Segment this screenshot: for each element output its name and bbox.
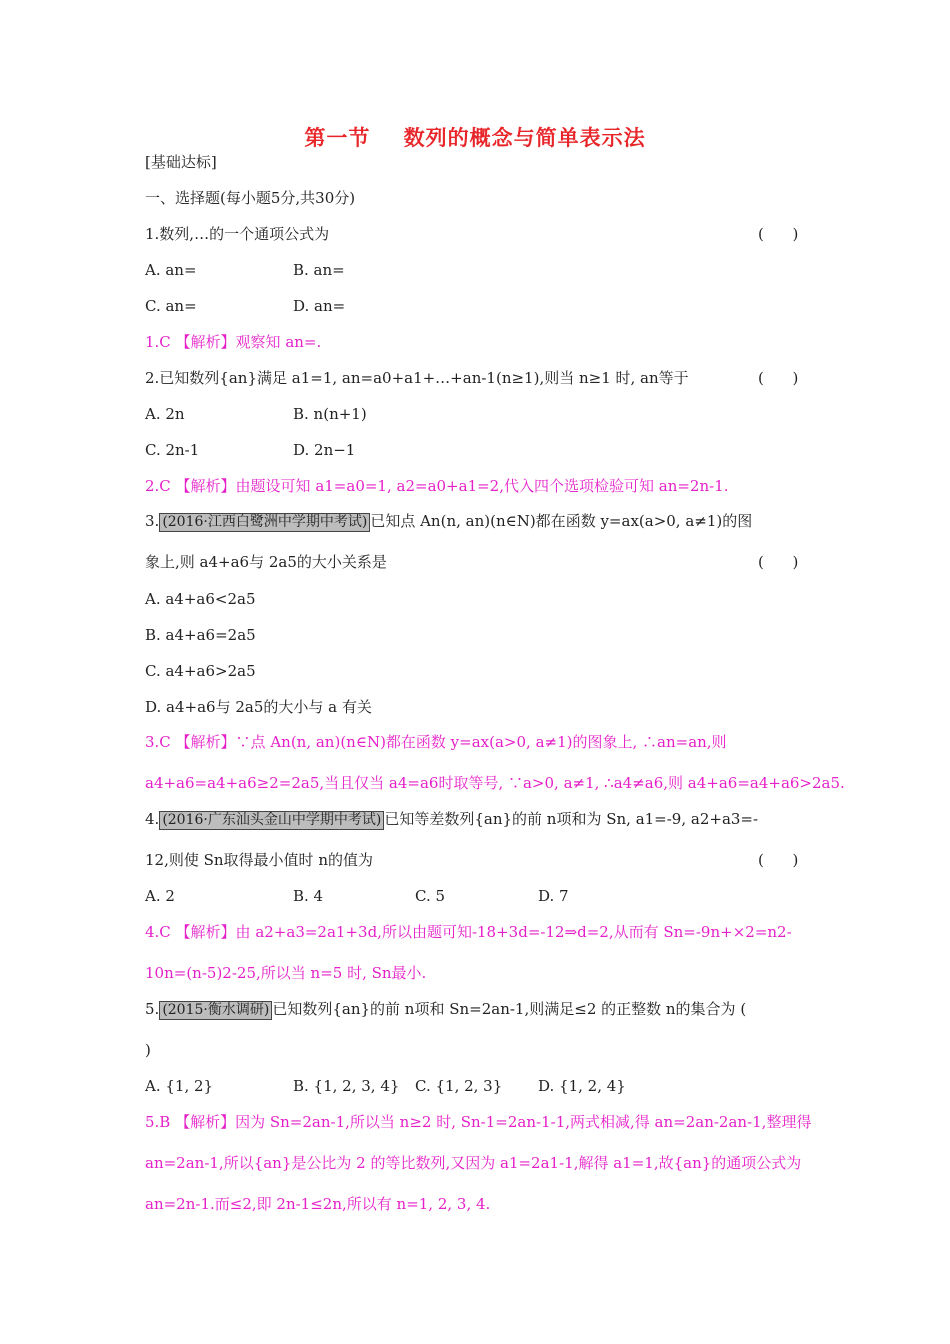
- q1-option-d: D. an=: [293, 297, 346, 315]
- q5-option-b: B. {1, 2, 3, 4}: [293, 1077, 400, 1095]
- q4-option-c: C. 5: [415, 887, 446, 905]
- q1-solution: 1.C 【解析】观察知 an=.: [145, 333, 322, 351]
- q2-option-b: B. n(n+1): [293, 405, 367, 423]
- q3-stem-text: 已知点 An(n, an)(n∈N)都在函数 y=ax(a>0, a≠1)的图: [370, 512, 753, 530]
- q4-stem-line1: 4. (2016·广东汕头金山中学期中考试) 已知等差数列{an}的前 n项和为 Sn, a1=-9, a2+a3=-: [145, 810, 759, 828]
- q1-option-b: B. an=: [293, 261, 345, 279]
- q2-option-c: C. 2n-1: [145, 441, 200, 459]
- q5-stem-text: 已知数列{an}的前 n项和 Sn=2an-1,则满足≤2 的正整数 n的集合为 (: [272, 1000, 747, 1018]
- part-heading: 一、选择题(每小题5分,共30分): [145, 189, 356, 207]
- q2-option-d: D. 2n−1: [293, 441, 356, 459]
- q2-option-a: A. 2n: [145, 405, 185, 423]
- q5-solution-line3: an=2n-1.而≤2,即 2n-1≤2n,所以有 n=1, 2, 3, 4.: [145, 1195, 491, 1213]
- section-label: [基础达标]: [145, 153, 217, 171]
- q3-stem-line1: 3. (2016·江西白鹭洲中学期中考试) 已知点 An(n, an)(n∈N)都在函数 y=ax(a>0, a≠1)的图: [145, 512, 753, 530]
- q5-stem-line2: ): [145, 1041, 151, 1059]
- q4-stem-line2: 12,则使 Sn取得最小值时 n的值为: [145, 851, 373, 869]
- q3-option-c: C. a4+a6>2a5: [145, 662, 256, 680]
- q2-solution: 2.C 【解析】由题设可知 a1=a0=1, a2=a0+a1=2,代入四个选项检验可知 an=2n-1.: [145, 477, 729, 495]
- q1-stem: 1.数列,…的一个通项公式为: [145, 225, 330, 243]
- q1-answer-paren: ( ): [758, 225, 799, 243]
- q4-solution-line1: 4.C 【解析】由 a2+a3=2a1+3d,所以由题可知-18+3d=-12⇒d=2,从而有 Sn=-9n+×2=n2-: [145, 923, 792, 941]
- q5-source-tag: (2015·衡水调研): [159, 1001, 272, 1020]
- q4-option-d: D. 7: [538, 887, 569, 905]
- page-title: 第一节 数列的概念与简单表示法: [304, 125, 646, 150]
- q5-stem-line1: 5. (2015·衡水调研) 已知数列{an}的前 n项和 Sn=2an-1,则满足≤2 的正整数 n的集合为 (: [145, 1000, 747, 1018]
- q5-option-c: C. {1, 2, 3}: [415, 1077, 503, 1095]
- q4-option-a: A. 2: [145, 887, 175, 905]
- q1-option-c: C. an=: [145, 297, 197, 315]
- q3-option-b: B. a4+a6=2a5: [145, 626, 256, 644]
- q3-answer-paren: ( ): [758, 553, 799, 571]
- q2-stem: 2.已知数列{an}满足 a1=1, an=a0+a1+…+an-1(n≥1),则当 n≥1 时, an等于: [145, 369, 689, 387]
- q2-answer-paren: ( ): [758, 369, 799, 387]
- q3-option-a: A. a4+a6<2a5: [145, 590, 256, 608]
- q4-answer-paren: ( ): [758, 851, 799, 869]
- q3-source-tag: (2016·江西白鹭洲中学期中考试): [159, 513, 370, 532]
- q3-stem-line2: 象上,则 a4+a6与 2a5的大小关系是: [145, 553, 387, 571]
- q4-source-tag: (2016·广东汕头金山中学期中考试): [159, 811, 384, 830]
- q5-solution-line1: 5.B 【解析】因为 Sn=2an-1,所以当 n≥2 时, Sn-1=2an-1-1,两式相减,得 an=2an-2an-1,整理得: [145, 1113, 812, 1131]
- q4-solution-line2: 10n=(n-5)2-25,所以当 n=5 时, Sn最小.: [145, 964, 427, 982]
- q3-solution-line2: a4+a6=a4+a6≥2=2a5,当且仅当 a4=a6时取等号, ∵a>0, a≠1, ∴a4≠a6,则 a4+a6=a4+a6>2a5.: [145, 774, 845, 792]
- q5-option-a: A. {1, 2}: [145, 1077, 214, 1095]
- q4-option-b: B. 4: [293, 887, 324, 905]
- q1-option-a: A. an=: [145, 261, 197, 279]
- q3-option-d: D. a4+a6与 2a5的大小与 a 有关: [145, 698, 372, 716]
- q4-stem-text: 已知等差数列{an}的前 n项和为 Sn, a1=-9, a2+a3=-: [384, 810, 759, 828]
- q3-solution-line1: 3.C 【解析】∵点 An(n, an)(n∈N)都在函数 y=ax(a>0, a≠1)的图象上, ∴an=an,则: [145, 733, 727, 751]
- q5-solution-line2: an=2an-1,所以{an}是公比为 2 的等比数列,又因为 a1=2a1-1,解得 a1=1,故{an}的通项公式为: [145, 1154, 802, 1172]
- q5-option-d: D. {1, 2, 4}: [538, 1077, 626, 1095]
